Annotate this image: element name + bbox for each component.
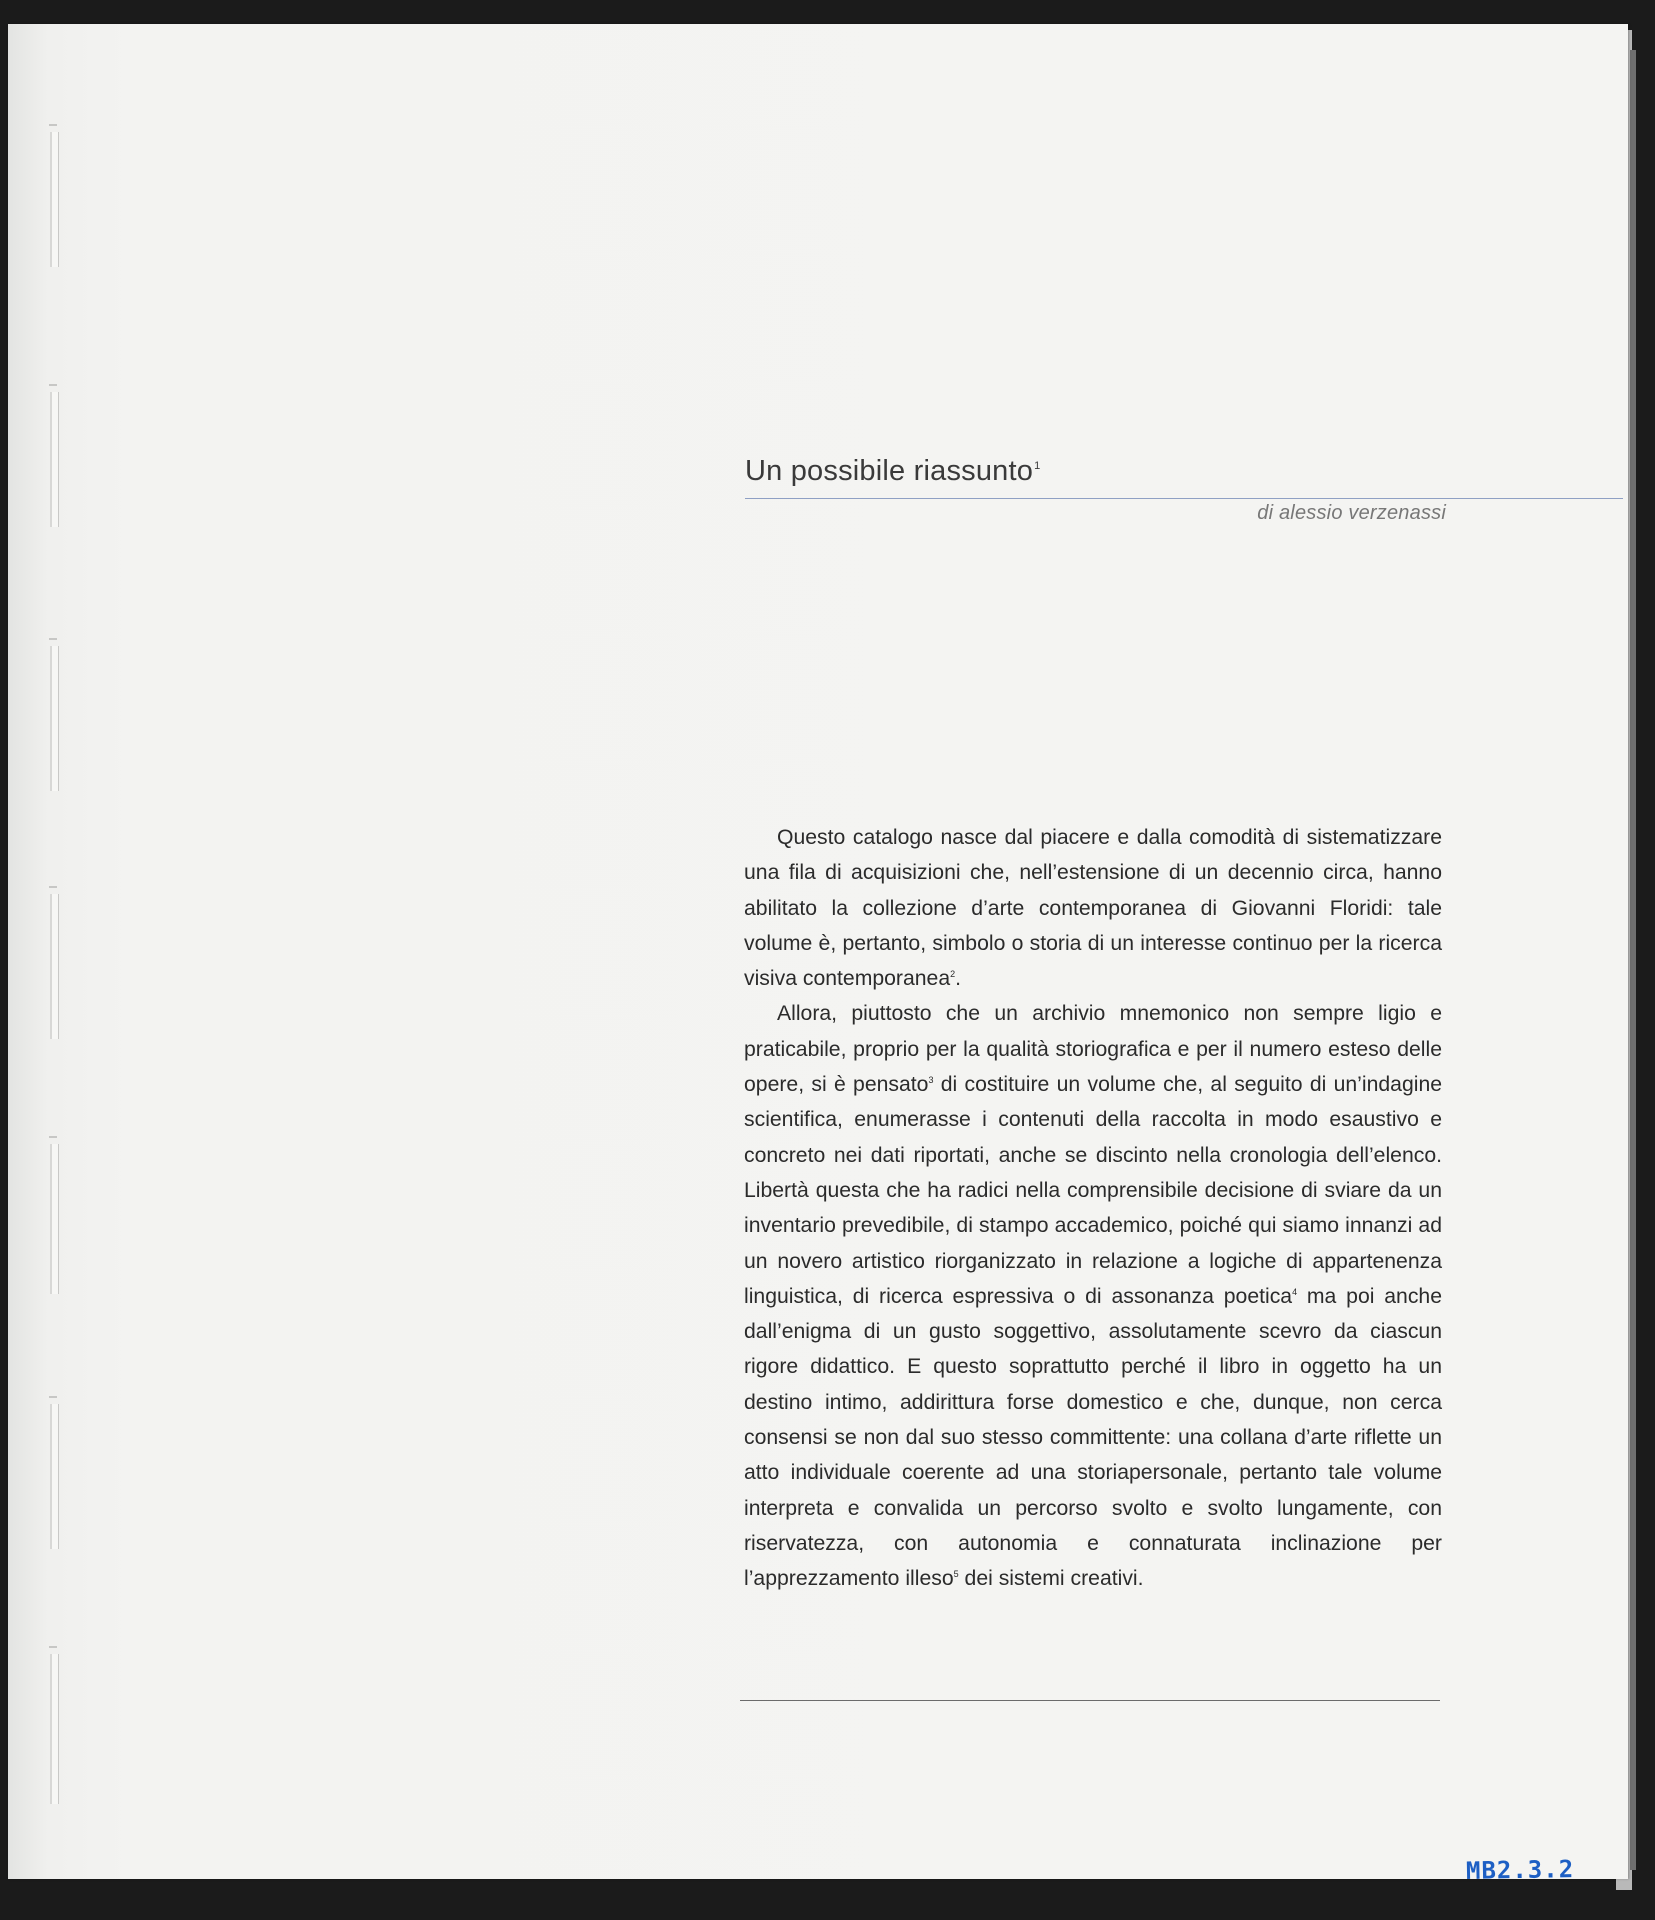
chapter-heading (745, 455, 1040, 488)
body-text (744, 820, 1442, 1597)
binding-stitch (50, 894, 59, 1039)
archive-shelfmark: MB2.3.2 (1465, 1855, 1575, 1885)
paragraph-text: Questo catalogo nasce dal piacere e dalla comodità di sistematizzare una fila di acquisizioni che, nell’estensione di un decennio circa, hanno abilitato la collezione d’arte contemporanea di Giovanni Floridi: tale volume è, pertanto, simbolo o storia di un interesse continuo per la ricerca visiva contemporanea (744, 826, 1442, 991)
binding-stitch (50, 1144, 59, 1294)
chapter-title (745, 455, 1040, 488)
footnote-ref: 3 (928, 1075, 934, 1086)
author-byline: di alessio verzenassi (1257, 502, 1446, 524)
bottom-rule (740, 1700, 1440, 1701)
paragraph-1 (744, 820, 1442, 996)
paragraph-text: di costituire un volume che, al seguito di un’indagine scientifica, enumerasse i contenuti della raccolta in modo esaustivo e concreto nei dati riportati, anche se discinto nella cronologia dell’elenco. Libertà questa che ha radici nella comprensibile decisione di sviare da un inventario prevedibile, di stampo accademico, poiché qui siamo innanzi ad un novero artistico riorganizzato in relazione a logiche di appartenenza linguistica, di ricerca espressiva o di assonanza poetica (744, 1073, 1443, 1308)
binding-stitch (50, 392, 59, 527)
footnote-ref: 4 (1292, 1286, 1298, 1297)
binding-stitch (50, 132, 59, 267)
paragraph-2 (744, 996, 1442, 1596)
binding-stitch (50, 1654, 59, 1804)
page-stack-shadow (1630, 50, 1636, 1870)
footnote-ref: 1 (1034, 460, 1041, 473)
chapter-title-text: Un possibile riassunto (745, 455, 1034, 487)
binding-stitch (50, 646, 59, 791)
title-rule (745, 498, 1623, 499)
binding-stitch (50, 1404, 59, 1549)
footnote-ref: 5 (953, 1569, 959, 1580)
paragraph-text: dei sistemi creativi. (958, 1567, 1144, 1591)
paragraph-text: Allora, piuttosto che un archivio mnemonico non sempre ligio e praticabile, proprio per la qualità storiografica e per il numero esteso delle opere, si è pensato (744, 1002, 1442, 1097)
footnote-ref: 2 (950, 969, 956, 980)
paragraph-text: ma poi anche dall’enigma di un gusto soggettivo, assolutamente scevro da ciascun rigore didattico. E questo soprattutto perché il libro in oggetto ha un destino intimo, addirittura forse domestico e che, dunque, non cerca consensi se non dal suo stesso committente: una collana d’arte riflette un atto individuale coerente ad una storiapersonale, pertanto tale volume interpreta e convalida un percorso svolto e svolto lungamente, con riservatezza, con autonomia e connaturata inclinazione per l’apprezzamento illeso (744, 1284, 1442, 1591)
paragraph-text: . (955, 967, 962, 991)
